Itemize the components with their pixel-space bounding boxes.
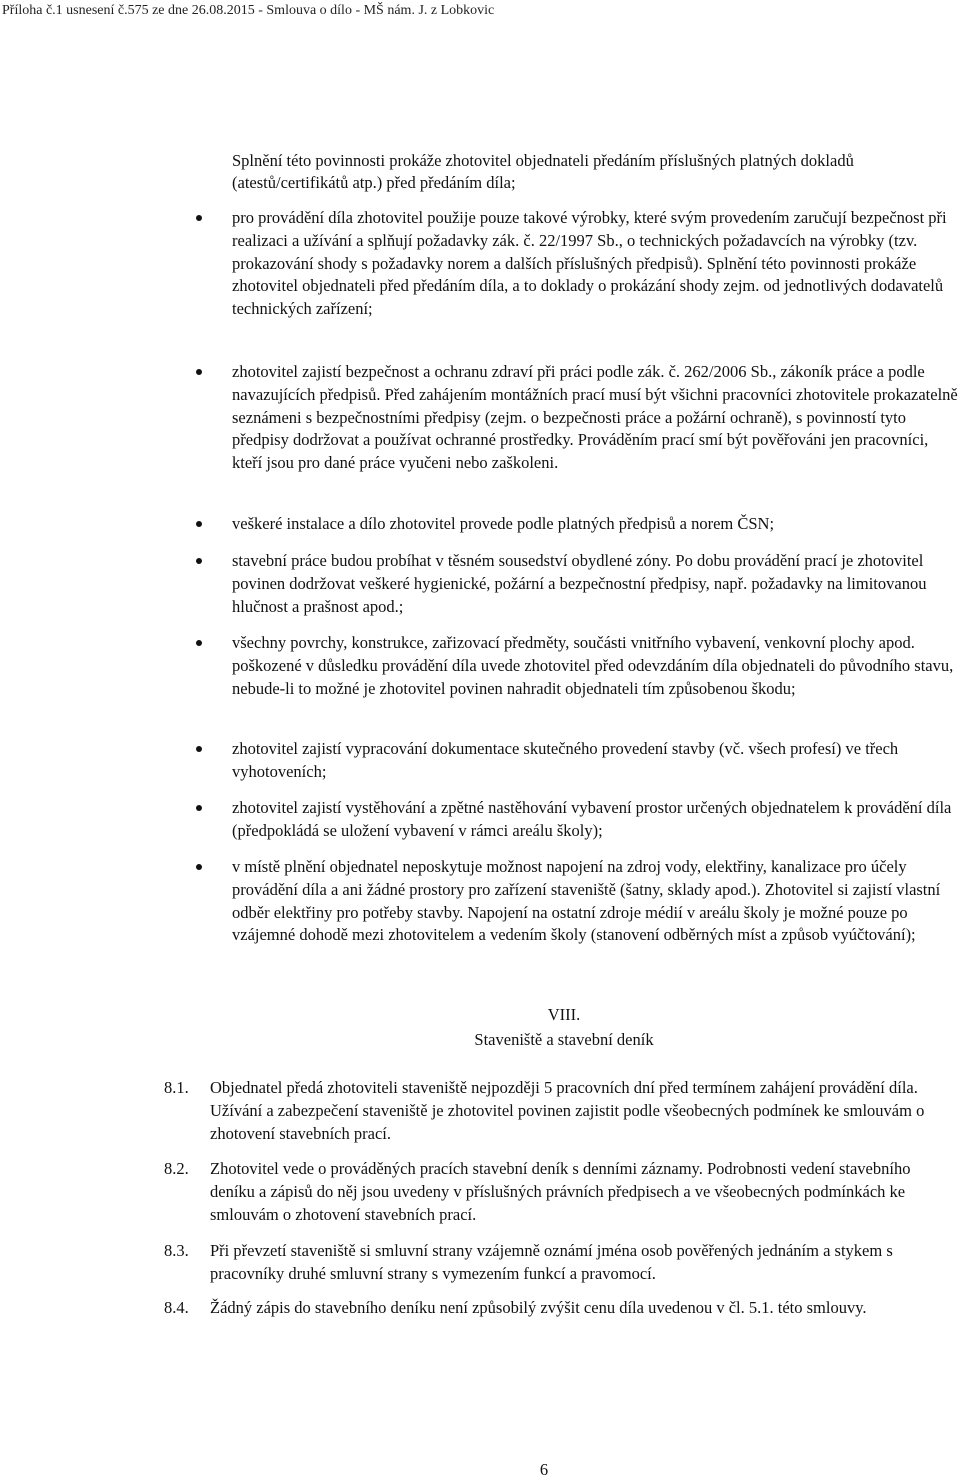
section-number: VIII. [547, 1005, 581, 1024]
page-number: 6 [539, 1460, 549, 1479]
intro-paragraph: Splnění této povinnosti prokáže zhotovitel objednateli předáním příslušných platných dokladů (atestů/certifikátů atp.) před předáním díla; [232, 151, 854, 192]
clause-number: 8.2. [164, 1159, 189, 1178]
bullet-item [232, 797, 958, 843]
bullet-dot-icon [196, 746, 202, 752]
bullet-dot-icon [196, 864, 202, 870]
clause-number: 8.4. [164, 1298, 189, 1317]
bullet-dot-icon [196, 369, 202, 375]
clause-text: Žádný zápis do stavebního deníku není způsobilý zvýšit cenu díla uvedenou v čl. 5.1. této smlouvy. [210, 1298, 867, 1317]
bullet-text: pro provádění díla zhotovitel použije pouze takové výrobky, které svým provedením zaručují bezpečnost při realizaci a užívání a splňují požadavky zák. č. 22/1997 Sb., o technických požadavcích na výrobky (tzv. prokazování shody s požadavky norem a dalších příslušných předpisů). Splnění této povinnosti prokáže zhotovitel objednateli před předáním díla, a to doklady o prokázání shody zejm. od jednotlivých dodavatelů technických zařízení; [232, 208, 947, 319]
clause-number: 8.1. [164, 1078, 189, 1097]
clause-text: Zhotovitel vede o prováděných pracích stavební deník s denními záznamy. Podrobnosti vedení stavebního deníku a zápisů do něj jsou uvedeny v příslušných právních předpisech a ve všeobecných podmínkách ke smlouvám o zhotovení stavebních prací. [210, 1159, 911, 1224]
bullet-item [232, 361, 958, 475]
bullet-item [232, 550, 958, 618]
bullet-dot-icon [196, 640, 202, 646]
document-header: Příloha č.1 usnesení č.575 ze dne 26.08.2015 - Smlouva o dílo - MŠ nám. J. z Lobkovic [2, 3, 495, 18]
bullet-item [232, 513, 958, 536]
bullet-dot-icon [196, 521, 202, 527]
bullet-item [232, 856, 958, 947]
bullet-text: zhotovitel zajistí bezpečnost a ochranu zdraví při práci podle zák. č. 262/2006 Sb., zákoník práce a podle navazujících předpisů. Před zahájením montážních prací musí být všichni pracovníci zhotovitele prokazatelně seznámeni s bezpečnostními předpisy (zejm. o bezpečnosti práce a požární ochraně), s povinností tyto předpisy dodržovat a používat ochranné prostředky. Prováděním prací smí být pověřováni jen pracovníci, kteří jsou pro dané práce vyučeni nebo zaškoleni. [232, 362, 958, 473]
numbered-clause [164, 1240, 954, 1286]
bullet-dot-icon [196, 805, 202, 811]
bullet-text: veškeré instalace a dílo zhotovitel provede podle platných předpisů a norem ČSN; [232, 514, 775, 533]
section-title: Staveniště a stavební deník [474, 1030, 654, 1049]
bullet-item [232, 207, 958, 321]
clause-text: Při převzetí staveniště si smluvní strany vzájemně oznámí jména osob pověřených jednáním a stykem s pracovníky druhé smluvní strany s vymezením funkcí a pravomocí. [210, 1241, 893, 1283]
bullet-text: zhotovitel zajistí vypracování dokumentace skutečného provedení stavby (vč. všech profesí) ve třech vyhotoveních; [232, 739, 899, 781]
bullet-text: všechny povrchy, konstrukce, zařizovací předměty, součásti vnitřního vybavení, venkovní plochy apod. poškozené v důsledku provádění díla uvede zhotovitel před odevzdáním díla objednateli do původního stavu, nebude-li to možné je zhotovitel povinen nahradit objednateli tím způsobenou škodu; [232, 633, 954, 698]
clause-text: Objednatel předá zhotoviteli staveniště nejpozději 5 pracovních dní před termínem zahájení provádění díla. Užívání a zabezpečení staveniště je zhotovitel povinen zajistit podle všeobecných podmínek ke smlouvám o zhotovení stavebních prací. [210, 1078, 925, 1143]
bullet-text: v místě plnění objednatel neposkytuje možnost napojení na zdroj vody, elektřiny, kanalizace pro účely provádění díla a ani žádné prostory pro zařízení staveniště (šatny, sklady apod.). Zhotovitel si zajistí vlastní odběr elektřiny pro potřeby stavby. Napojení na ostatní zdroje médií v areálu školy je možné pouze po vzájemné dohodě mezi zhotovitelem a vedením školy (stanovení odběrných míst a způsob vyúčtování); [232, 857, 941, 945]
bullet-text: stavební práce budou probíhat v těsném sousedství obydlené zóny. Po dobu provádění prací je zhotovitel povinen dodržovat veškeré hygienické, požární a bezpečnostní předpisy, např. požadavky na limitovanou hlučnost a prašnost apod.; [232, 551, 927, 616]
bullet-dot-icon [196, 215, 202, 221]
clause-number: 8.3. [164, 1241, 189, 1260]
bullet-dot-icon [196, 558, 202, 564]
numbered-clause [164, 1158, 954, 1226]
numbered-clause [164, 1297, 954, 1320]
bullet-text: zhotovitel zajistí vystěhování a zpětné nastěhování vybavení prostor určených objednatelem k provádění díla (předpokládá se uložení vybavení v rámci areálu školy); [232, 798, 952, 840]
bullet-item [232, 632, 958, 700]
numbered-clause [164, 1077, 954, 1145]
bullet-item [232, 738, 958, 784]
